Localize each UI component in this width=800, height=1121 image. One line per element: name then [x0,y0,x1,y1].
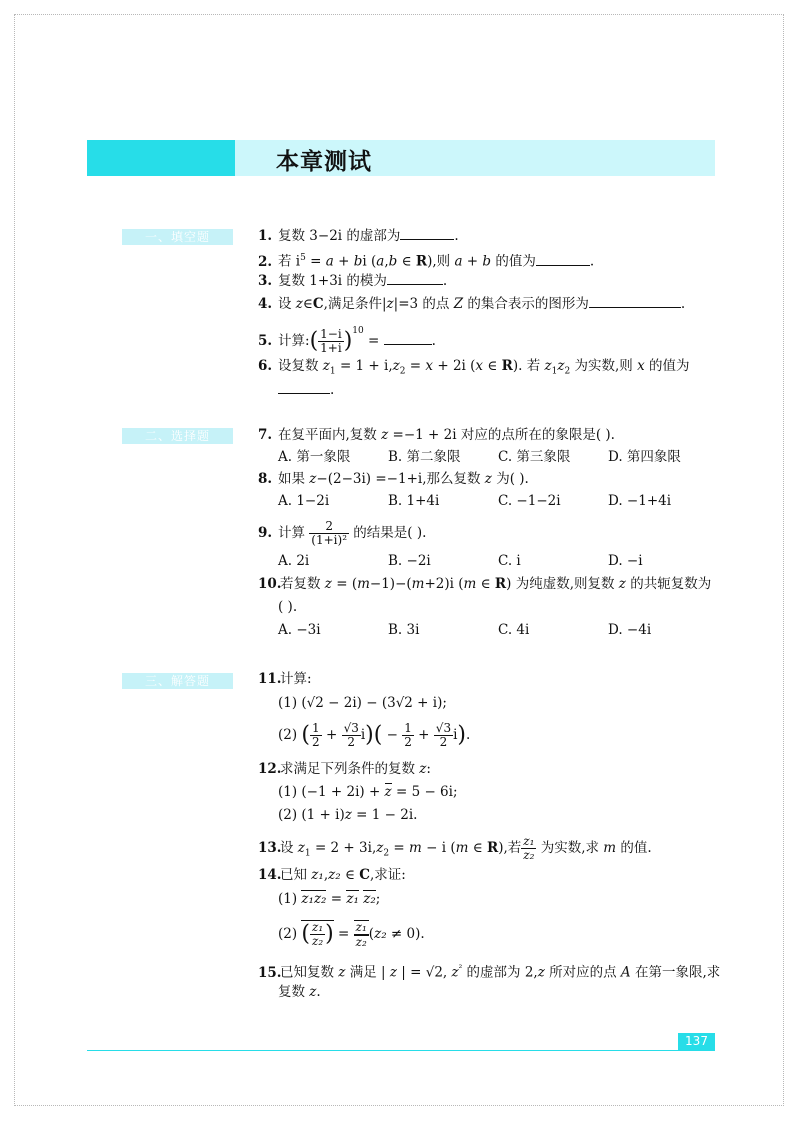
question-number: 13. [258,840,282,856]
question-number: 2. [258,253,273,270]
option-a: A. 1−2i [278,493,330,509]
question-14: 14.已知 z₁,z₂ ∈ C,求证: [258,867,406,883]
option-b: B. 第二象限 [388,449,461,465]
question-8: 8. 如果 z−(2−3i) =−1+i,那么复数 z 为( ). [258,471,529,487]
question-11-part-1: (1) (√2 − 2i) − (3√2 + i); [278,695,447,711]
question-4: 4. 设 z∈C,满足条件|z|=3 的点 Z 的集合表示的图形为 . [258,296,686,312]
chapter-title: 本章测试 [276,149,372,175]
question-number: 12. [258,761,282,777]
question-6: 6. 设复数 $z_1 = 1 + i,z_2 = x + 2i$ (x ∈ R). 若 $z_1z_2$ 为实数,则 x 的值为 [258,358,690,377]
option-c: C. 4i [498,622,530,638]
option-c: C. −1−2i [498,493,561,509]
answer-blank [400,227,454,240]
footer-rule [87,1050,715,1051]
question-10: 10.若复数 z = (m−1)−(m+2)i (m ∈ R) 为纯虚数,则复数 z 的共轭复数为 [258,576,712,592]
question-12: 12.求满足下列条件的复数 z: [258,761,431,777]
question-15-cont: 复数 z. [278,984,321,1000]
question-1: 1. 复数 3−2i 的虚部为 . [258,228,459,244]
page-number: 137 [678,1033,715,1050]
question-14-part-1: (1) z₁z₂ = z₁ z₂; [278,891,381,907]
question-3: 3. 复数 1+3i 的模为 . [258,273,448,289]
option-d: D. −4i [608,622,652,638]
option-d: D. −1+4i [608,493,672,509]
question-14-part-2: (2) ( $\frac{\text{z₁}}{\text{z₂}}$ ) = $\frac{\text{z₁}}{\text{z₂}}$ (z₂ ≠ 0). [278,920,425,949]
fraction: $\frac{2}{\text{(1+i)²}}$ [311,519,347,547]
question-number: 3. [258,273,273,289]
answer-blank [536,253,590,266]
question-9: 9. 计算 $\frac{2}{\text{(1+i)²}}$ 的结果是( ). [258,519,427,547]
question-number: 14. [258,867,282,883]
answer-blank [589,295,681,308]
question-11: 11.计算: [258,671,312,687]
fraction: $\frac{\text{z₁}}{\text{z₂}}$ [523,834,535,862]
question-5: 5. 计算:( $\frac{1-i}{1+i}$ )$^{10}$ = . [258,326,436,355]
question-13: 13.设 $z_1 = 2 + 3i,z_2 = m - i$ (m ∈ R),若 $\frac{\text{z₁}}{\text{z₂}}$ 为实数,求 m 的值. [258,834,652,862]
fraction: $\frac{1-i}{1+i}$ [320,327,342,355]
option-a: A. 第一象限 [278,449,351,465]
question-number: 7. [258,427,273,443]
section-tag-solve: 三、解答题 [122,673,233,689]
answer-blank [387,272,443,285]
option-d: D. −i [608,553,643,569]
question-10-cont: ( ). [278,599,298,615]
option-c: C. 第三象限 [498,449,571,465]
option-c: C. i [498,553,521,569]
question-12-part-2: (2) (1 + i)z = 1 − 2i. [278,807,418,823]
question-12-part-1: (1) (−1 + 2i) + z = 5 − 6i; [278,784,458,800]
answer-blank [384,332,432,345]
question-number: 8. [258,471,273,487]
question-2: 2. 若 $i^5 = a$ + bi (a,b ∈ R),则 a + b 的值为 . [258,253,595,270]
option-b: B. 1+4i [388,493,440,509]
question-number: 1. [258,228,273,244]
question-15: 15.已知复数 z 满足 | z | = √2, $z^{^2}$ 的虚部为 2,z 所对应的点 A 在第一象限,求 [258,964,721,981]
question-6-cont: . [278,381,334,399]
option-a: A. −3i [278,622,321,638]
section-tag-choice: 二、选择题 [122,428,233,444]
question-number: 10. [258,576,282,592]
option-b: B. 3i [388,622,420,638]
question-number: 11. [258,671,282,687]
option-b: B. −2i [388,553,431,569]
question-number: 9. [258,525,273,541]
option-a: A. 2i [278,553,310,569]
option-d: D. 第四象限 [608,449,681,465]
question-number: 4. [258,296,273,312]
question-11-part-2: (2) ( $\frac{1}{2}$ + $\frac{√3}{2}$ i)( − $\frac{1}{2}$ + $\frac{√3}{2}$ i). [278,721,471,749]
question-7: 7. 在复平面内,复数 z =−1 + 2i 对应的点所在的象限是( ). [258,427,615,443]
question-number: 5. [258,333,273,349]
question-number: 6. [258,358,273,374]
chapter-header-block [87,140,235,176]
answer-blank [278,381,330,394]
question-number: 15. [258,964,282,981]
section-tag-fill-in: 一、填空题 [122,229,233,245]
